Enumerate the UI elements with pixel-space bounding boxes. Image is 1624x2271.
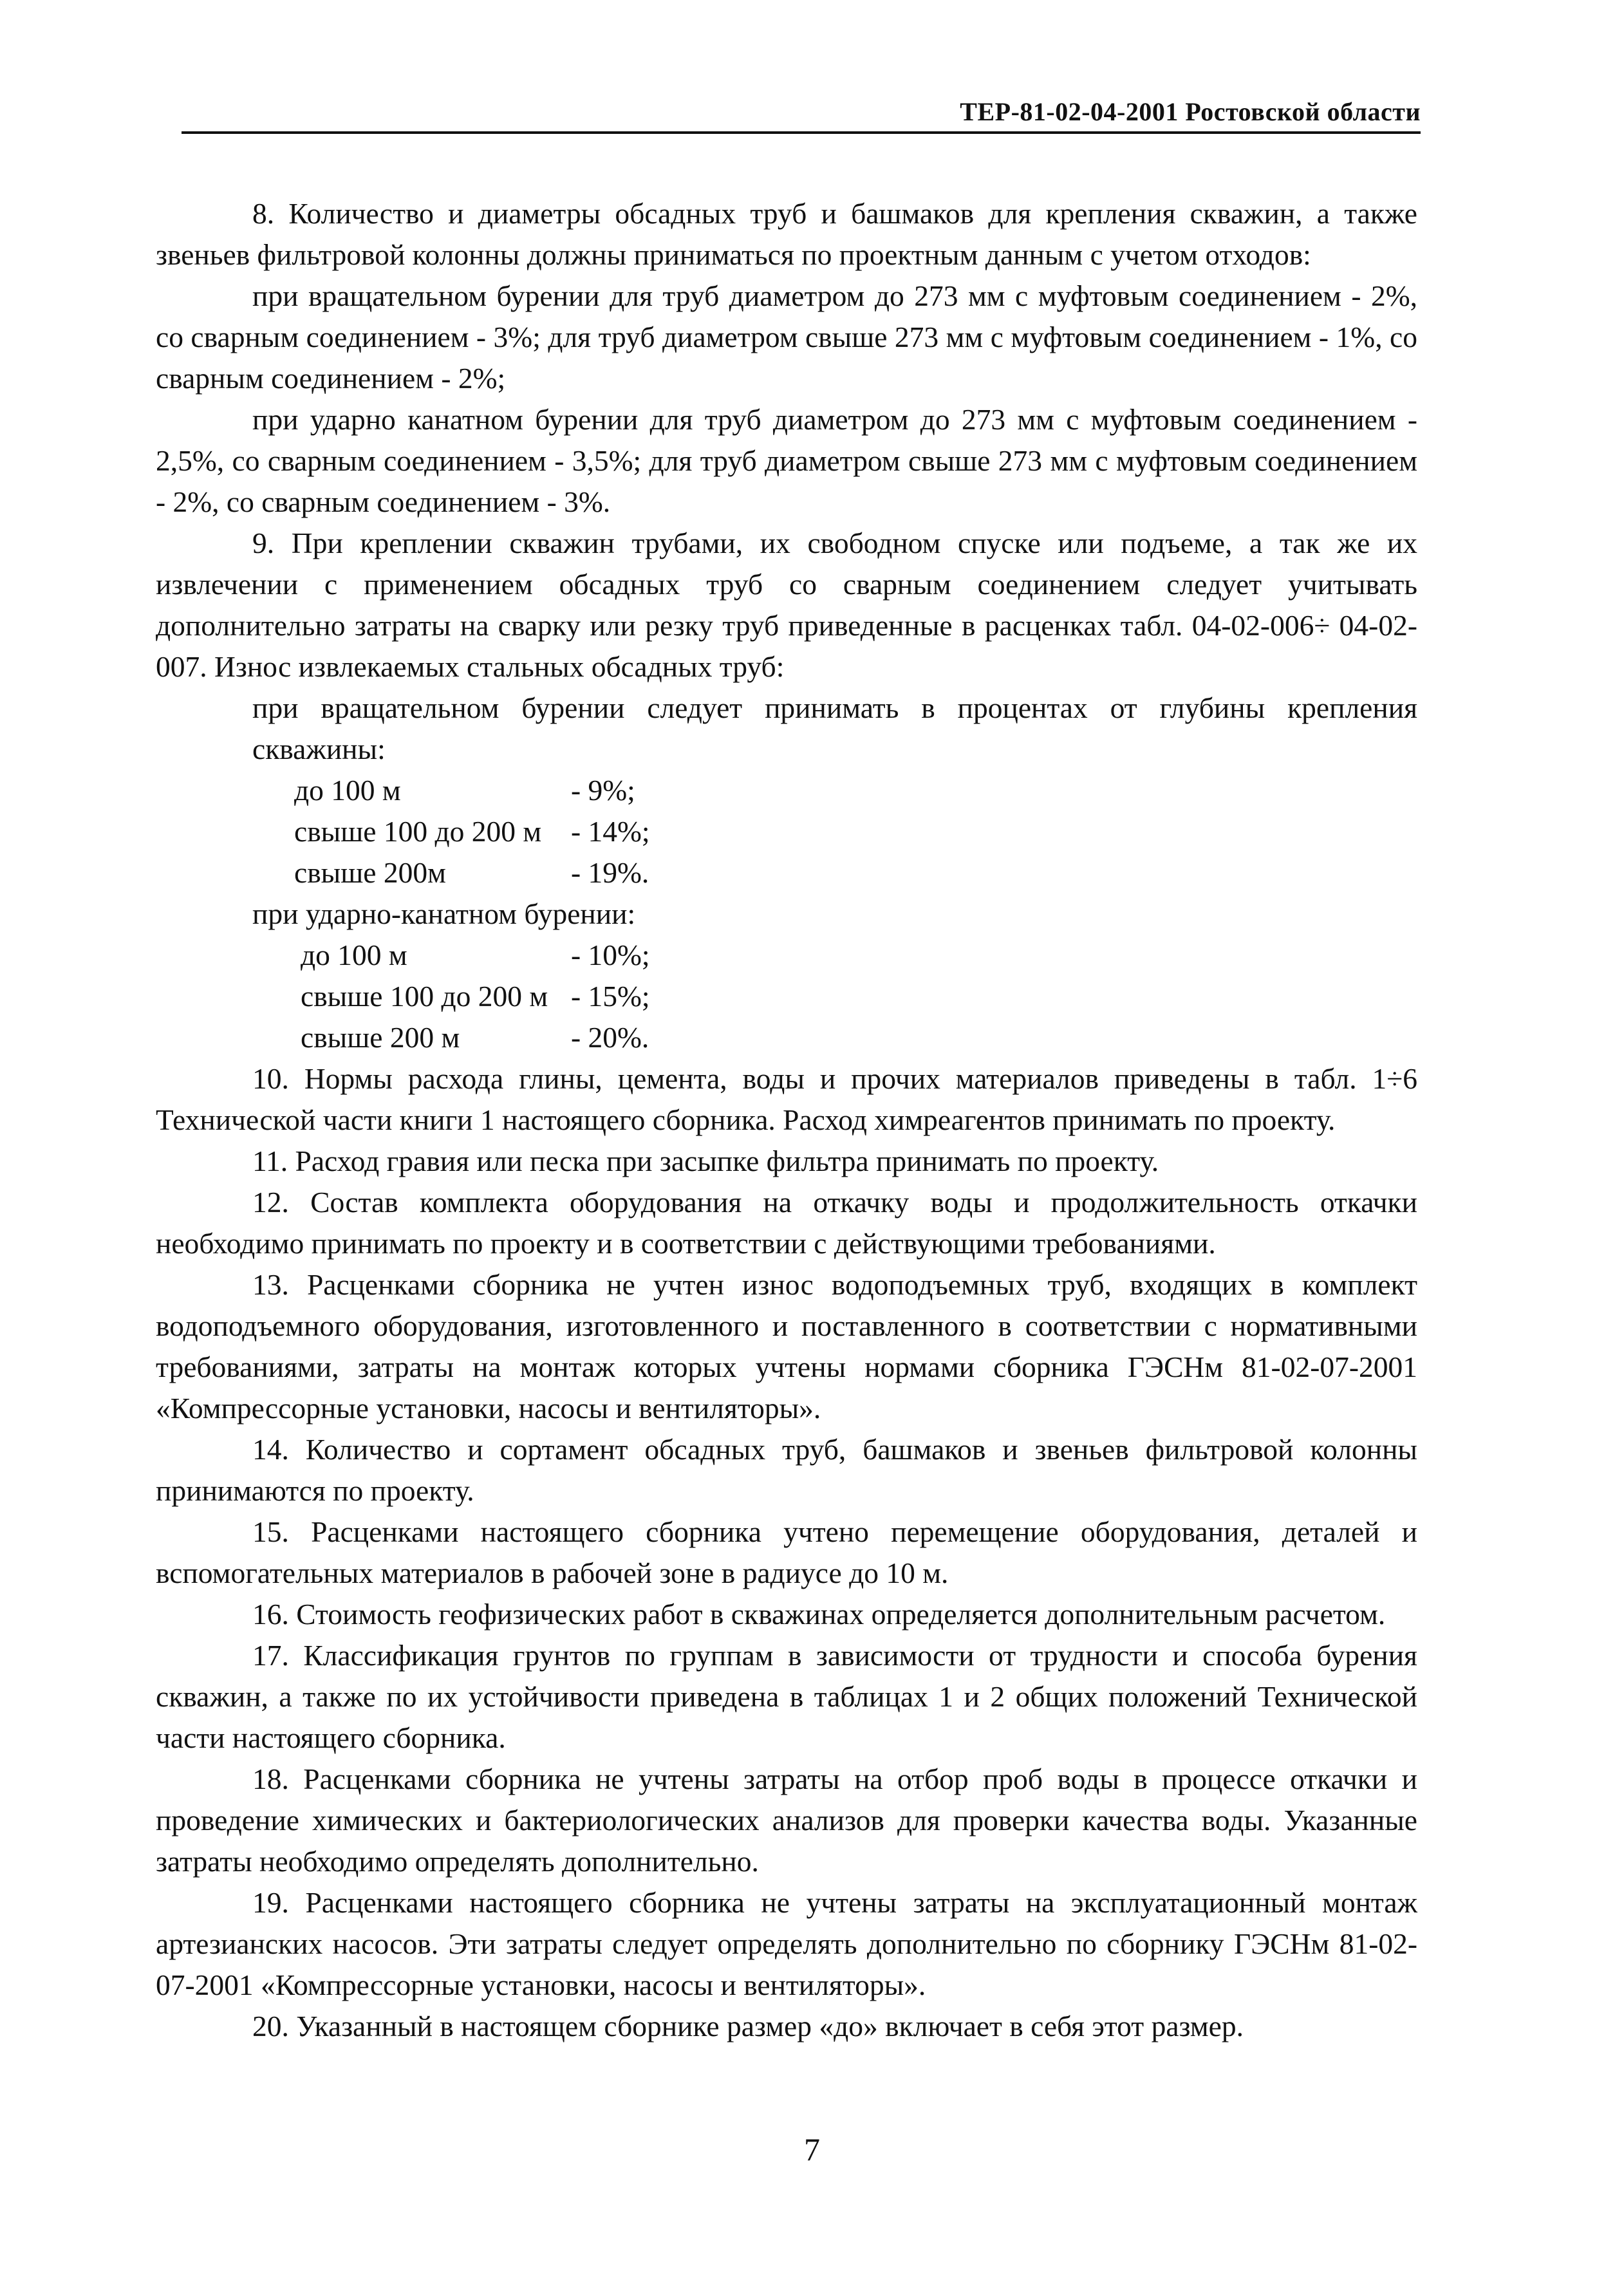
document-body bbox=[156, 193, 1417, 2047]
paragraph-18: 18. Расценками сборника не учтены затраты на отбор проб воды в процессе откачки и проведение химических и бактериологических анализов для проверки качества воды. Указанные затраты необходимо определять дополнительно. bbox=[156, 1762, 1417, 1878]
paragraph-10: 10. Нормы расхода глины, цемента, воды и прочих материалов приведены в табл. 1÷6 Технической части книги 1 настоящего сборника. Расход химреагентов принимать по проекту. bbox=[156, 1062, 1417, 1136]
paragraph-9-percussion-lead: при ударно-канатном бурении: bbox=[252, 897, 636, 930]
paragraph-12: 12. Состав комплекта оборудования на откачку воды и продолжительность откачки необходимо принимать по проекту и в соответствии с действующими требованиями. bbox=[156, 1186, 1417, 1260]
paragraph-17: 17. Классификация грунтов по группам в зависимости от трудности и способа бурения скважин, а также по их устойчивости приведена в таблицах 1 и 2 общих положений Технической части настоящего сборника. bbox=[156, 1639, 1417, 1754]
list-item: свыше 100 до 200 м - 14%; bbox=[294, 815, 650, 848]
list-item: свыше 100 до 200 м - 15%; bbox=[301, 980, 650, 1013]
paragraph-11: 11. Расход гравия или песка при засыпке фильтра принимать по проекту. bbox=[252, 1145, 1159, 1177]
paragraph-15: 15. Расценками настоящего сборника учтено перемещение оборудования, деталей и вспомогательных материалов в рабочей зоне в радиусе до 10 м. bbox=[156, 1515, 1417, 1589]
percussion-wear-list bbox=[156, 935, 1417, 1058]
paragraph-9: 9. При креплении скважин трубами, их свободном спуске или подъеме, а так же их извлечении с применением обсадных труб со сварным соединением следует учитывать дополнительно затраты на сварку или резку труб приведенные в расценках табл. 04-02-006÷ 04-02-007. Износ извлекаемых стальных обсадных труб: bbox=[156, 527, 1417, 683]
paragraph-13: 13. Расценками сборника не учтен износ водоподъемных труб, входящих в комплект водоподъемного оборудования, изготовленного и поставленного в соответствии с нормативными требованиями, затраты на монтаж которых учтены нормами сборника ГЭСНм 81-02-07-2001 «Компрессорные установки, насосы и вентиляторы». bbox=[156, 1268, 1417, 1425]
running-header bbox=[182, 95, 1421, 134]
paragraph-8-rotary: при вращательном бурении для труб диаметром до 273 мм с муфтовым соединением - 2%, со сварным соединением - 3%; для труб диаметром свыше 273 мм с муфтовым соединением - 1%, со сварным соединением - 2%; bbox=[156, 279, 1417, 395]
list-item: до 100 м - 10%; bbox=[301, 939, 650, 971]
list-item: свыше 200м - 19%. bbox=[294, 856, 649, 889]
paragraph-8-percussion: при ударно канатном бурении для труб диаметром до 273 мм с муфтовым соединением - 2,5%, со сварным соединением - 3,5%; для труб диаметром свыше 273 мм с муфтовым соединением - 2%, со сварным соединением - 3%. bbox=[156, 403, 1417, 518]
paragraph-9-rotary-lead: при вращательном бурении следует принимать в процентах от глубины крепления скважины: bbox=[252, 691, 1417, 765]
paragraph-16: 16. Стоимость геофизических работ в скважинах определяется дополнительным расчетом. bbox=[252, 1598, 1386, 1631]
rotary-wear-list bbox=[156, 770, 1417, 893]
paragraph-14: 14. Количество и сортамент обсадных труб, башмаков и звеньев фильтровой колонны принимаются по проекту. bbox=[156, 1433, 1417, 1507]
header-title: ТЕР-81-02-04-2001 Ростовской области bbox=[960, 97, 1421, 126]
page-number: 7 bbox=[804, 2131, 820, 2167]
list-item: до 100 м - 9%; bbox=[294, 774, 635, 807]
paragraph-20: 20. Указанный в настоящем сборнике размер «до» включает в себя этот размер. bbox=[252, 2010, 1244, 2042]
list-item: свыше 200 м - 20%. bbox=[301, 1021, 649, 1054]
paragraph-8: 8. Количество и диаметры обсадных труб и башмаков для крепления скважин, а также звеньев фильтровой колонны должны приниматься по проектным данным с учетом отходов: bbox=[156, 197, 1417, 271]
paragraph-19: 19. Расценками настоящего сборника не учтены затраты на эксплуатационный монтаж артезианских насосов. Эти затраты следует определять дополнительно по сборнику ГЭСНм 81-02-07-2001 «Компрессорные установки, насосы и вентиляторы». bbox=[156, 1886, 1417, 2001]
